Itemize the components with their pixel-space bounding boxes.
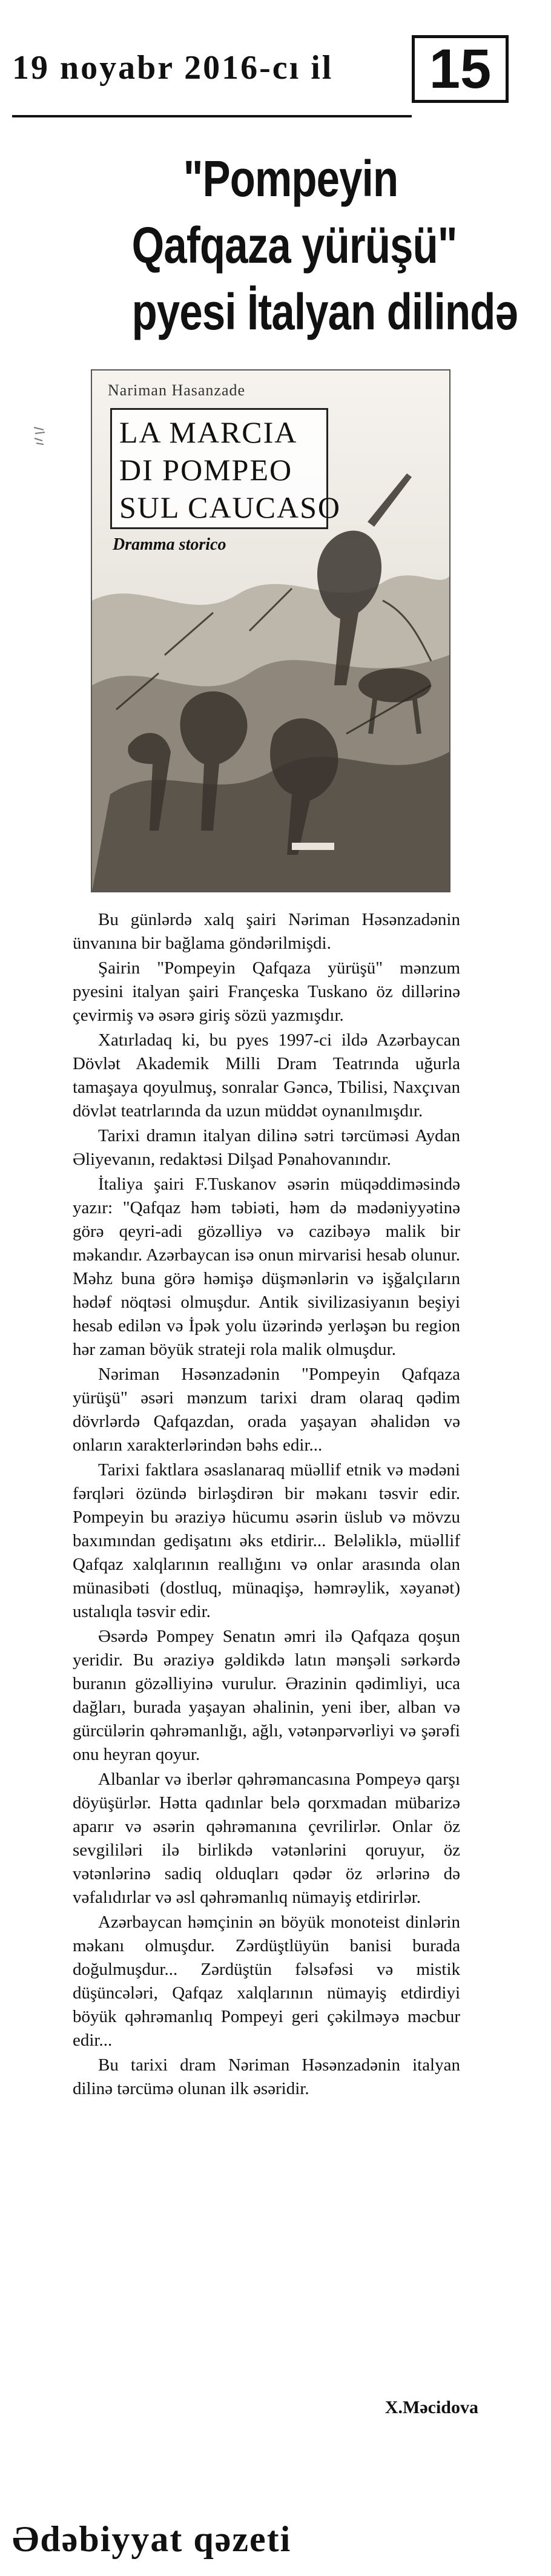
cover-author: Nariman Hasanzade (108, 381, 246, 399)
headline-line: "Pompeyin (183, 150, 398, 207)
cover-title-line: LA MARCIA (119, 415, 298, 449)
header-rule (12, 115, 412, 117)
page-number: 15 (412, 35, 509, 103)
article-paragraph: Tarixi dramın italyan dilinə sətri tərcüməsi Aydan Əliyevanın, redaktəsi Dilşad Pənahovanındır. (73, 1126, 460, 1169)
headline-line: pyesi İtalyan dilində (131, 283, 518, 340)
article-paragraph: Xatırladaq ki, bu pyes 1997-ci ildə Azərbaycan Dövlət Akademik Milli Dram Teatrında uğurla tamaşaya qoyulmuş, sonralar Gəncə, Tbilisi, Naxçıvan dövlət teatrlarında da uzun müddət oynanılmışdır. (73, 1030, 460, 1121)
issue-date: 19 noyabr 2016-cı il (12, 49, 334, 87)
cover-title-line: SUL CAUCASO (119, 490, 341, 524)
article-paragraph: Tarixi faktlara əsaslanaraq müəllif etnik və mədəni fərqləri özündə birləşdirən bir məkanı təsvir edir. Pompeyin bu əraziyə hücumu əsərin üslub və mövzu baxımından gedişatını əks etdirir... Beləliklə, müəllif Qafqaz xalqlarının reallığını və onlar arasında olan münasibəti (dostluq, münaqişə, həmrəylik, xəyanət) ustalıqla təsvir edir. (73, 1460, 460, 1621)
article-paragraph: Bu günlərdə xalq şairi Nəriman Həsənzadənin ünvanına bir bağlama göndərilmişdi. (73, 910, 460, 953)
cover-title (110, 408, 341, 529)
cover-title-line: DI POMPEO (119, 453, 293, 487)
article-paragraph: Azərbaycan həmçinin ən böyük monoteist dinlərin məkanı olmuşdur. Zərdüştlüyün banisi burada doğulmuşdur... Zərdüştün fəlsəfəsi və mistik düşüncələri, Qafqaz xalqlarının nümayiş etdirdiyi böyük qəhrəmanlıq Pompeyi geri çəkilməyə məcbur edir... (73, 1912, 460, 2050)
article-paragraph: Əsərdə Pompey Senatın əmri ilə Qafqaza qoşun yeridir. Bu əraziyə gəldikdə latın mənşəli sərkərdə buranın gözəlliyinə vurulur. Ərazinin qədimliyi, uca dağları, burada yaşayan əhalinin, yeni iber, alban və gürcülərin qəhrəmanlığı, ağlı, vətənpərvərliyi və şərəfi onu heyran qoyur. (73, 1627, 460, 1764)
page-header (12, 24, 533, 127)
article-body (73, 908, 460, 2102)
article-paragraph: Nəriman Həsənzadənin "Pompeyin Qafqaza yürüşü" əsəri mənzum tarixi dram olaraq qədim dövrlərdə Qafqazdan, orada yaşayan əhalidən və onların xarakterlərindən bəhs edir... (73, 1365, 460, 1455)
author-signature: X.Məcidova (384, 2397, 478, 2417)
margin-mark-icon (31, 424, 47, 448)
article-paragraph: Şairin "Pompeyin Qafqaza yürüşü" mənzum pyesini italyan şairi Françeska Tuskano öz dillərinə çevirmiş və əsərə giriş sözü yazmışdır. (73, 958, 460, 1025)
publication-name: Ədəbiyyat qəzeti (12, 2519, 292, 2559)
article-paragraph: Albanlar və iberlər qəhrəmancasına Pompeyə qarşı döyüşürlər. Hətta qadınlar belə qorxmadan mübarizə aparır və əsərin qəhrəmanına çevrilirlər. Onlar öz sevgililəri ilə birlikdə vətənlərini qoruyur, öz vətənlərinə sadiq olduqları qədər öz ərlərinə də vəfalıdırlar və əsl qəhrəmanlıq nümayiş etdirirlər. (73, 1770, 460, 1907)
cover-subtitle: Dramma storico (113, 535, 226, 554)
headline-line: Qafqaza yürüşü" (131, 217, 457, 274)
book-cover-image (91, 369, 450, 892)
article-paragraph: İtaliya şairi F.Tuskanov əsərin müqəddiməsində yazır: "Qafqaz həm təbiəti, həm də mədəniyyətinə görə qeyri-adi gözəlliyə və cazibəyə malik bir məkandır. Azərbaycan isə onun mirvarisi hesab olunur. Məhz buna görə həmişə düşmənlərin və işğalçıların hədəf nöqtəsi olmuşdur. Antik sivilizasiyanın beşiyi hesab edilən və İpək yolu üzərində yerləşən bu region hər zaman böyük strateji rola malik olmuşdur. (73, 1174, 460, 1359)
article-paragraph: Bu tarixi dram Nəriman Həsənzadənin italyan dilinə tərcümə olunan ilk əsəridir. (73, 2055, 460, 2098)
article-headline (131, 145, 518, 345)
